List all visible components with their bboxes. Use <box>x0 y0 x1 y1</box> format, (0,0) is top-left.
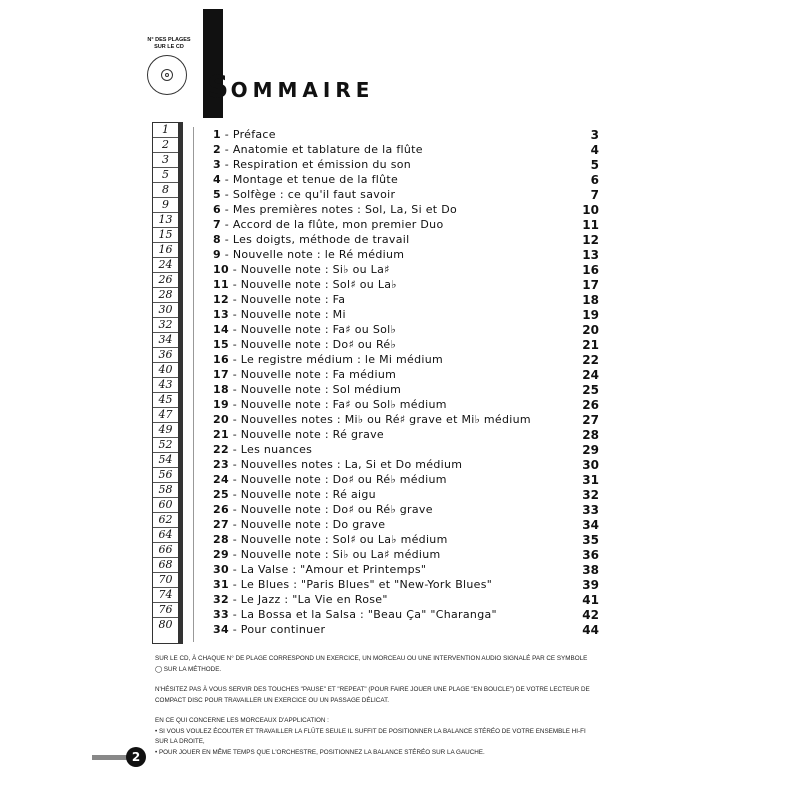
track-number: 58 <box>153 483 178 498</box>
toc-chapter-number: 9 <box>213 248 221 261</box>
toc-chapter-number: 8 <box>213 233 221 246</box>
track-number: 52 <box>153 438 178 453</box>
toc-row <box>213 562 599 577</box>
toc-row <box>213 232 599 247</box>
toc-entry <box>213 413 531 426</box>
track-number: 80 <box>158 618 173 631</box>
track-number: 13 <box>153 213 178 228</box>
toc-page-number: 16 <box>582 262 599 277</box>
track-number: 45 <box>153 393 178 408</box>
toc-chapter-title: - Le Jazz : "La Vie en Rose" <box>228 593 388 606</box>
track-number: 16 <box>153 243 178 258</box>
toc-row <box>213 517 599 532</box>
toc-entry <box>213 248 404 261</box>
toc-chapter-number: 12 <box>213 293 229 306</box>
toc-page-number: 39 <box>582 577 599 592</box>
toc-page-number: 35 <box>582 532 599 547</box>
toc-row <box>213 337 599 352</box>
toc-chapter-title: - Respiration et émission du son <box>220 158 412 171</box>
track-number: 76 <box>153 603 178 618</box>
toc-page-number: 17 <box>582 277 599 292</box>
toc-chapter-number: 17 <box>213 368 229 381</box>
page-title <box>207 70 374 105</box>
toc-chapter-title: - Nouvelle note : Si♭ ou La♯ <box>228 263 390 276</box>
toc-chapter-number: 16 <box>213 353 229 366</box>
track-number: 32 <box>153 318 178 333</box>
toc-entry <box>213 548 441 561</box>
toc-entry <box>213 563 426 576</box>
toc-page-number: 30 <box>582 457 599 472</box>
toc-chapter-title: - Nouvelle note : Do♯ ou Ré♭ médium <box>228 473 447 486</box>
toc-row <box>213 412 599 427</box>
note-pause-repeat: N'HÉSITEZ PAS À VOUS SERVIR DES TOUCHES "PAUSE" ET "REPEAT" (POUR FAIRE JOUER UNE PLAGE "EN BOUCLE") DE VOTRE LECTEUR DE COMPACT DISC POUR TRAVAILLER UN EXERCICE OU UN PASSAGE DÉLICAT. <box>155 686 590 704</box>
toc-page-number: 24 <box>582 367 599 382</box>
toc-page-number: 19 <box>582 307 599 322</box>
toc-chapter-title: - Le Blues : "Paris Blues" et "New-York Blues" <box>228 578 493 591</box>
toc-chapter-number: 30 <box>213 563 229 576</box>
track-number: 43 <box>153 378 178 393</box>
toc-entry <box>213 308 346 321</box>
toc-chapter-title: - Préface <box>220 128 276 141</box>
track-number: 8 <box>153 183 178 198</box>
toc-chapter-title: - Anatomie et tablature de la flûte <box>220 143 423 156</box>
toc-chapter-title: - Nouvelle note : Do grave <box>228 518 386 531</box>
toc-row <box>213 187 599 202</box>
toc-row <box>213 532 599 547</box>
toc-chapter-number: 2 <box>213 143 221 156</box>
toc-chapter-title: - Nouvelle note : Sol♯ ou La♭ médium <box>228 533 448 546</box>
toc-entry <box>213 128 276 141</box>
track-number: 9 <box>153 198 178 213</box>
track-number: 62 <box>153 513 178 528</box>
toc-page-number: 44 <box>582 622 599 637</box>
toc-page-number: 32 <box>582 487 599 502</box>
toc-page-number: 36 <box>582 547 599 562</box>
toc-chapter-number: 13 <box>213 308 229 321</box>
toc-chapter-title: - Nouvelle note : Fa médium <box>228 368 397 381</box>
toc-entry <box>213 323 396 336</box>
toc-chapter-number: 20 <box>213 413 229 426</box>
toc-chapter-title: - Nouvelle note : Ré aigu <box>228 488 376 501</box>
toc-entry <box>213 263 390 276</box>
toc-chapter-number: 34 <box>213 623 229 636</box>
toc-entry <box>213 173 398 186</box>
toc-chapter-title: - Le registre médium : le Mi médium <box>228 353 444 366</box>
toc-row <box>213 607 599 622</box>
toc-chapter-title: - Nouvelle note : Mi <box>228 308 346 321</box>
track-number: 64 <box>153 528 178 543</box>
toc-chapter-number: 7 <box>213 218 221 231</box>
cd-disc-icon <box>147 55 187 95</box>
toc-page-number: 28 <box>582 427 599 442</box>
toc-row <box>213 352 599 367</box>
toc-chapter-title: - Nouvelle note : Ré grave <box>228 428 384 441</box>
cd-track-label: N° DES PLAGES SUR LE CD <box>147 37 191 50</box>
toc-chapter-number: 25 <box>213 488 229 501</box>
track-number: 40 <box>153 363 178 378</box>
toc-row <box>213 502 599 517</box>
toc-row <box>213 487 599 502</box>
toc-entry <box>213 293 345 306</box>
track-number: 49 <box>153 423 178 438</box>
track-number: 3 <box>153 153 178 168</box>
track-number: 47 <box>153 408 178 423</box>
toc-page-number: 22 <box>582 352 599 367</box>
toc-chapter-number: 15 <box>213 338 229 351</box>
toc-entry <box>213 458 462 471</box>
track-number: 66 <box>153 543 178 558</box>
toc-row <box>213 262 599 277</box>
toc-chapter-number: 10 <box>213 263 229 276</box>
toc-chapter-number: 11 <box>213 278 229 291</box>
track-number: 2 <box>153 138 178 153</box>
title-initial: S <box>207 70 231 105</box>
toc-chapter-title: - Les doigts, méthode de travail <box>220 233 410 246</box>
track-number: 74 <box>153 588 178 603</box>
toc-chapter-number: 32 <box>213 593 229 606</box>
toc-page-number: 29 <box>582 442 599 457</box>
toc-chapter-title: - Nouvelle note : Si♭ ou La♯ médium <box>228 548 441 561</box>
toc-row <box>213 382 599 397</box>
toc-entry <box>213 623 325 636</box>
toc-page-number: 21 <box>582 337 599 352</box>
toc-page-number: 20 <box>582 322 599 337</box>
toc-chapter-title: - Accord de la flûte, mon premier Duo <box>220 218 444 231</box>
toc-entry <box>213 428 384 441</box>
toc-chapter-title: - Nouvelle note : Sol médium <box>228 383 402 396</box>
toc-row <box>213 457 599 472</box>
page-number-badge: 2 <box>126 747 146 767</box>
toc-chapter-title: - Nouvelle note : Fa♯ ou Sol♭ <box>228 323 396 336</box>
note-bullet-left: • POUR JOUER EN MÊME TEMPS QUE L'ORCHESTRE, POSITIONNEZ LA BALANCE STÉRÉO SUR LA GAUCHE. <box>155 748 485 756</box>
toc-chapter-title: - Pour continuer <box>228 623 326 636</box>
toc-chapter-title: - Nouvelle note : Do♯ ou Ré♭ grave <box>228 503 433 516</box>
toc-page-number: 18 <box>582 292 599 307</box>
note-cd-symbol: SUR LE CD, À CHAQUE N° DE PLAGE CORRESPOND UN EXERCICE, UN MORCEAU OU UNE INTERVENTION AUDIO SIGNALÉ PAR CE SYMBOLE ◯ SUR LA MÉTHODE. <box>155 655 588 673</box>
toc-row <box>213 247 599 262</box>
track-number: 68 <box>153 558 178 573</box>
toc-entry <box>213 203 457 216</box>
cd-usage-notes <box>155 654 595 758</box>
toc-chapter-number: 19 <box>213 398 229 411</box>
toc-chapter-title: - Nouvelle note : Sol♯ ou La♭ <box>228 278 397 291</box>
toc-chapter-number: 5 <box>213 188 221 201</box>
toc-entry <box>213 218 444 231</box>
toc-chapter-number: 3 <box>213 158 221 171</box>
toc-chapter-number: 6 <box>213 203 221 216</box>
toc-entry <box>213 578 492 591</box>
toc-entry <box>213 443 312 456</box>
toc-row <box>213 322 599 337</box>
toc-chapter-title: - Solfège : ce qu'il faut savoir <box>220 188 396 201</box>
toc-chapter-title: - La Bossa et la Salsa : "Beau Ça" "Charanga" <box>228 608 497 621</box>
toc-chapter-number: 23 <box>213 458 229 471</box>
toc-chapter-number: 28 <box>213 533 229 546</box>
toc-entry <box>213 608 497 621</box>
toc-row <box>213 592 599 607</box>
toc-row <box>213 127 599 142</box>
toc-page-number: 42 <box>582 607 599 622</box>
toc-chapter-number: 18 <box>213 383 229 396</box>
toc-chapter-title: - Nouvelle note : Fa♯ ou Sol♭ médium <box>228 398 447 411</box>
toc-page-number: 10 <box>582 202 599 217</box>
toc-chapter-title: - Les nuances <box>228 443 313 456</box>
toc-row <box>213 172 599 187</box>
toc-row <box>213 367 599 382</box>
toc-entry <box>213 188 395 201</box>
toc-entry <box>213 533 448 546</box>
title-rest: OMMAIRE <box>230 78 375 102</box>
toc-chapter-title: - Nouvelle note : le Ré médium <box>220 248 405 261</box>
toc-chapter-number: 33 <box>213 608 229 621</box>
toc-entry <box>213 143 423 156</box>
toc-page-number: 41 <box>582 592 599 607</box>
toc-entry <box>213 518 385 531</box>
toc-chapter-number: 4 <box>213 173 221 186</box>
toc-chapter-number: 21 <box>213 428 229 441</box>
toc-row <box>213 442 599 457</box>
toc-chapter-number: 27 <box>213 518 229 531</box>
toc-chapter-title: - Nouvelles notes : La, Si et Do médium <box>228 458 463 471</box>
toc-page-number: 3 <box>590 127 599 142</box>
toc-row <box>213 307 599 322</box>
toc-chapter-number: 1 <box>213 128 221 141</box>
toc-row <box>213 202 599 217</box>
toc-entry <box>213 593 388 606</box>
track-number: 24 <box>153 258 178 273</box>
toc-row <box>213 157 599 172</box>
toc-entry <box>213 158 411 171</box>
track-number: 60 <box>153 498 178 513</box>
toc-page-number: 6 <box>590 172 599 187</box>
toc-row <box>213 622 599 637</box>
toc-entry <box>213 278 397 291</box>
track-number: 15 <box>153 228 178 243</box>
toc-row <box>213 547 599 562</box>
toc-chapter-title: - La Valse : "Amour et Printemps" <box>228 563 427 576</box>
track-number: 36 <box>153 348 178 363</box>
toc-chapter-title: - Montage et tenue de la flûte <box>220 173 399 186</box>
toc-chapter-title: - Nouvelle note : Fa <box>228 293 346 306</box>
toc-page-number: 26 <box>582 397 599 412</box>
divider-line <box>193 127 194 642</box>
toc-row <box>213 277 599 292</box>
track-number: 30 <box>153 303 178 318</box>
track-number: 34 <box>153 333 178 348</box>
toc-page-number: 11 <box>582 217 599 232</box>
note-bullet-right: • SI VOUS VOULEZ ÉCOUTER ET TRAVAILLER LA FLÛTE SEULE IL SUFFIT DE POSITIONNER LA BALANCE STÉRÉO DE VOTRE ENSEMBLE HI-FI SUR LA DROITE, <box>155 727 586 745</box>
toc-entry <box>213 368 396 381</box>
toc-row <box>213 142 599 157</box>
toc-entry <box>213 473 447 486</box>
toc-entry <box>213 383 401 396</box>
toc-entry <box>213 503 433 516</box>
track-number: 28 <box>153 288 178 303</box>
toc-entry <box>213 338 396 351</box>
toc-row <box>213 217 599 232</box>
toc-chapter-title: - Nouvelle note : Do♯ ou Ré♭ <box>228 338 396 351</box>
track-number: 54 <box>153 453 178 468</box>
toc-page-number: 12 <box>582 232 599 247</box>
toc-page-number: 31 <box>582 472 599 487</box>
toc-page-number: 33 <box>582 502 599 517</box>
toc-chapter-number: 31 <box>213 578 229 591</box>
toc-chapter-number: 24 <box>213 473 229 486</box>
toc-row <box>213 292 599 307</box>
toc-row <box>213 472 599 487</box>
toc-page-number: 7 <box>590 187 599 202</box>
table-of-contents <box>213 127 599 637</box>
track-number: 70 <box>153 573 178 588</box>
toc-row <box>213 427 599 442</box>
toc-page-number: 34 <box>582 517 599 532</box>
cd-hole <box>165 73 169 77</box>
toc-chapter-title: - Nouvelles notes : Mi♭ ou Ré♯ grave et Mi♭ médium <box>228 413 531 426</box>
toc-page-number: 13 <box>582 247 599 262</box>
toc-page-number: 5 <box>590 157 599 172</box>
toc-page-number: 25 <box>582 382 599 397</box>
track-number: 56 <box>153 468 178 483</box>
note-application-intro: EN CE QUI CONCERNE LES MORCEAUX D'APPLICATION : <box>155 717 329 724</box>
toc-entry <box>213 488 376 501</box>
toc-page-number: 27 <box>582 412 599 427</box>
toc-chapter-number: 29 <box>213 548 229 561</box>
toc-entry <box>213 233 409 246</box>
toc-chapter-number: 26 <box>213 503 229 516</box>
toc-entry <box>213 398 447 411</box>
cd-ring <box>161 69 173 81</box>
toc-page-number: 38 <box>582 562 599 577</box>
toc-entry <box>213 353 443 366</box>
toc-row <box>213 397 599 412</box>
track-number: 1 <box>153 123 178 138</box>
toc-chapter-number: 14 <box>213 323 229 336</box>
track-number-column <box>152 122 183 644</box>
toc-chapter-title: - Mes premières notes : Sol, La, Si et Do <box>220 203 458 216</box>
toc-page-number: 4 <box>590 142 599 157</box>
toc-row <box>213 577 599 592</box>
track-number: 26 <box>153 273 178 288</box>
toc-chapter-number: 22 <box>213 443 229 456</box>
track-number: 5 <box>153 168 178 183</box>
